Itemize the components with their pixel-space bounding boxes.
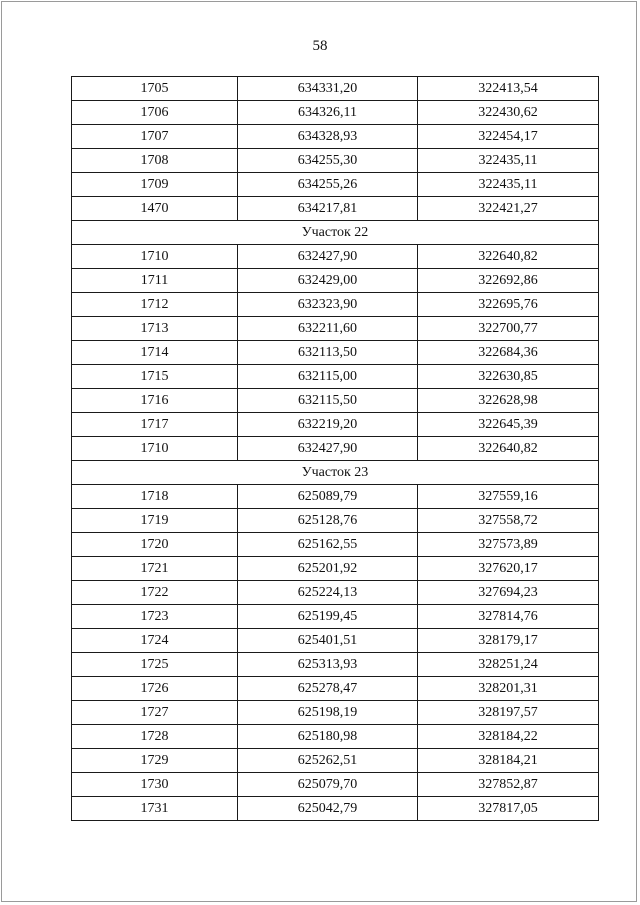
point-number-cell: 1713 — [72, 317, 238, 341]
table-row — [72, 413, 599, 437]
y-coordinate-cell: 327558,72 — [418, 509, 599, 533]
y-coordinate-cell: 327852,87 — [418, 773, 599, 797]
x-coordinate-cell: 634255,30 — [238, 149, 418, 173]
x-coordinate-cell: 634326,11 — [238, 101, 418, 125]
x-coordinate-cell: 625199,45 — [238, 605, 418, 629]
y-coordinate-cell: 322430,62 — [418, 101, 599, 125]
y-coordinate-cell: 327694,23 — [418, 581, 599, 605]
y-coordinate-cell: 322435,11 — [418, 173, 599, 197]
point-number-cell: 1722 — [72, 581, 238, 605]
table-row — [72, 629, 599, 653]
point-number-cell: 1715 — [72, 365, 238, 389]
point-number-cell: 1729 — [72, 749, 238, 773]
y-coordinate-cell: 322454,17 — [418, 125, 599, 149]
coordinates-table-body — [72, 77, 599, 821]
point-number-cell: 1727 — [72, 701, 238, 725]
x-coordinate-cell: 625198,19 — [238, 701, 418, 725]
table-row — [72, 557, 599, 581]
x-coordinate-cell: 632113,50 — [238, 341, 418, 365]
y-coordinate-cell: 322421,27 — [418, 197, 599, 221]
table-row — [72, 341, 599, 365]
y-coordinate-cell: 322630,85 — [418, 365, 599, 389]
table-row — [72, 173, 599, 197]
x-coordinate-cell: 634255,26 — [238, 173, 418, 197]
y-coordinate-cell: 327620,17 — [418, 557, 599, 581]
x-coordinate-cell: 632427,90 — [238, 437, 418, 461]
point-number-cell: 1710 — [72, 437, 238, 461]
table-row — [72, 797, 599, 821]
table-row — [72, 101, 599, 125]
x-coordinate-cell: 625278,47 — [238, 677, 418, 701]
table-row — [72, 701, 599, 725]
point-number-cell: 1705 — [72, 77, 238, 101]
point-number-cell: 1721 — [72, 557, 238, 581]
table-row — [72, 293, 599, 317]
point-number-cell: 1728 — [72, 725, 238, 749]
y-coordinate-cell: 322640,82 — [418, 437, 599, 461]
y-coordinate-cell: 322695,76 — [418, 293, 599, 317]
point-number-cell: 1707 — [72, 125, 238, 149]
point-number-cell: 1725 — [72, 653, 238, 677]
point-number-cell: 1711 — [72, 269, 238, 293]
x-coordinate-cell: 625262,51 — [238, 749, 418, 773]
point-number-cell: 1706 — [72, 101, 238, 125]
point-number-cell: 1470 — [72, 197, 238, 221]
y-coordinate-cell: 328184,21 — [418, 749, 599, 773]
x-coordinate-cell: 632211,60 — [238, 317, 418, 341]
x-coordinate-cell: 625201,92 — [238, 557, 418, 581]
x-coordinate-cell: 632219,20 — [238, 413, 418, 437]
point-number-cell: 1723 — [72, 605, 238, 629]
point-number-cell: 1714 — [72, 341, 238, 365]
x-coordinate-cell: 625128,76 — [238, 509, 418, 533]
table-row — [72, 653, 599, 677]
x-coordinate-cell: 625180,98 — [238, 725, 418, 749]
table-row — [72, 317, 599, 341]
point-number-cell: 1726 — [72, 677, 238, 701]
y-coordinate-cell: 328197,57 — [418, 701, 599, 725]
table-row — [72, 149, 599, 173]
y-coordinate-cell: 327573,89 — [418, 533, 599, 557]
y-coordinate-cell: 327817,05 — [418, 797, 599, 821]
x-coordinate-cell: 632427,90 — [238, 245, 418, 269]
point-number-cell: 1712 — [72, 293, 238, 317]
point-number-cell: 1724 — [72, 629, 238, 653]
point-number-cell: 1730 — [72, 773, 238, 797]
x-coordinate-cell: 634331,20 — [238, 77, 418, 101]
x-coordinate-cell: 632115,50 — [238, 389, 418, 413]
section-title: Участок 23 — [72, 461, 599, 485]
point-number-cell: 1709 — [72, 173, 238, 197]
coordinates-table — [71, 76, 599, 821]
table-row — [72, 677, 599, 701]
x-coordinate-cell: 632323,90 — [238, 293, 418, 317]
y-coordinate-cell: 322640,82 — [418, 245, 599, 269]
x-coordinate-cell: 625224,13 — [238, 581, 418, 605]
table-row — [72, 437, 599, 461]
table-row — [72, 269, 599, 293]
x-coordinate-cell: 625162,55 — [238, 533, 418, 557]
point-number-cell: 1731 — [72, 797, 238, 821]
table-row — [72, 533, 599, 557]
section-title: Участок 22 — [72, 221, 599, 245]
table-row — [72, 389, 599, 413]
table-row — [72, 605, 599, 629]
x-coordinate-cell: 634217,81 — [238, 197, 418, 221]
point-number-cell: 1719 — [72, 509, 238, 533]
table-row — [72, 773, 599, 797]
point-number-cell: 1720 — [72, 533, 238, 557]
y-coordinate-cell: 327814,76 — [418, 605, 599, 629]
section-header-row — [72, 221, 599, 245]
x-coordinate-cell: 625089,79 — [238, 485, 418, 509]
y-coordinate-cell: 328201,31 — [418, 677, 599, 701]
table-row — [72, 581, 599, 605]
point-number-cell: 1708 — [72, 149, 238, 173]
x-coordinate-cell: 634328,93 — [238, 125, 418, 149]
y-coordinate-cell: 327559,16 — [418, 485, 599, 509]
table-row — [72, 245, 599, 269]
table-row — [72, 125, 599, 149]
y-coordinate-cell: 328184,22 — [418, 725, 599, 749]
section-header-row — [72, 461, 599, 485]
x-coordinate-cell: 625401,51 — [238, 629, 418, 653]
y-coordinate-cell: 322684,36 — [418, 341, 599, 365]
y-coordinate-cell: 322413,54 — [418, 77, 599, 101]
x-coordinate-cell: 625079,70 — [238, 773, 418, 797]
y-coordinate-cell: 322700,77 — [418, 317, 599, 341]
y-coordinate-cell: 328251,24 — [418, 653, 599, 677]
table-row — [72, 749, 599, 773]
y-coordinate-cell: 322645,39 — [418, 413, 599, 437]
page-number: 58 — [312, 38, 328, 54]
x-coordinate-cell: 632115,00 — [238, 365, 418, 389]
point-number-cell: 1710 — [72, 245, 238, 269]
point-number-cell: 1717 — [72, 413, 238, 437]
x-coordinate-cell: 632429,00 — [238, 269, 418, 293]
x-coordinate-cell: 625313,93 — [238, 653, 418, 677]
table-row — [72, 77, 599, 101]
y-coordinate-cell: 322628,98 — [418, 389, 599, 413]
table-row — [72, 509, 599, 533]
table-row — [72, 197, 599, 221]
y-coordinate-cell: 328179,17 — [418, 629, 599, 653]
table-row — [72, 725, 599, 749]
point-number-cell: 1718 — [72, 485, 238, 509]
y-coordinate-cell: 322435,11 — [418, 149, 599, 173]
x-coordinate-cell: 625042,79 — [238, 797, 418, 821]
table-row — [72, 485, 599, 509]
point-number-cell: 1716 — [72, 389, 238, 413]
table-row — [72, 365, 599, 389]
y-coordinate-cell: 322692,86 — [418, 269, 599, 293]
